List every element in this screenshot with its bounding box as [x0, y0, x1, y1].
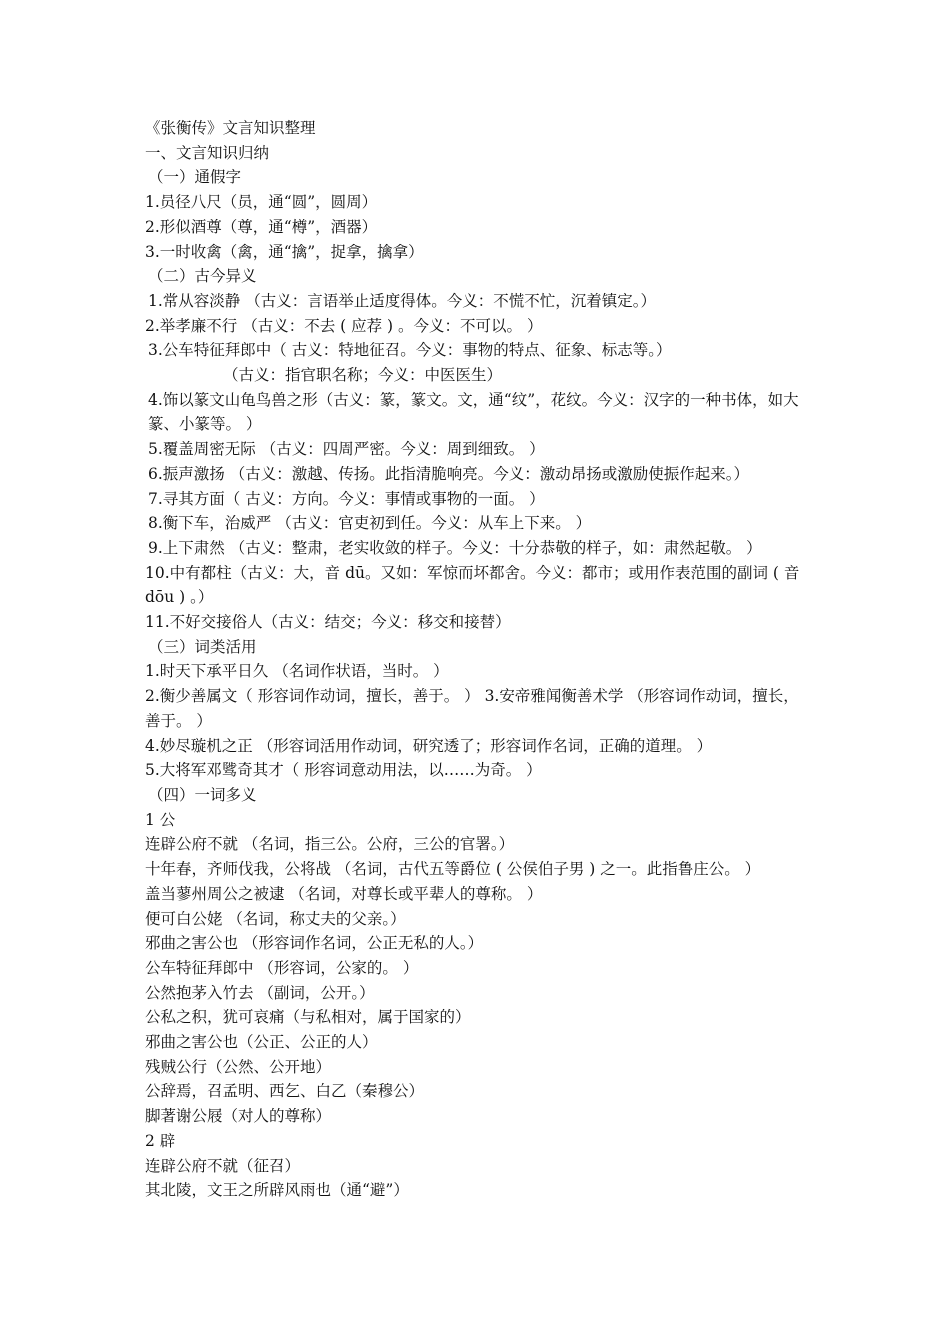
text-line: 10.中有都柱（古义：大，音 dū。又如：军惊而坏都舍。今义：都市；或用作表范围的副词 ( 音 dōu ) 。） [145, 563, 800, 607]
text-line: 十年春，齐师伐我，公将战 （名词，古代五等爵位 ( 公侯伯子男 ) 之一。此指鲁庄公。 ） [145, 860, 761, 879]
text-line: （一）通假字 [148, 168, 242, 187]
document-page [145, 116, 813, 1203]
text-line: 6.振声激扬 （古义：激越、传扬。此指清脆响亮。今义：激动昂扬或激励使振作起来。） [148, 464, 749, 483]
text-line: 一、文言知识归纳 [145, 143, 270, 162]
text-line: 邪曲之害公也 （形容词作名词，公正无私的人。） [145, 934, 484, 953]
text-line: 1.员径八尺（员，通“圆”，圆周） [145, 193, 378, 212]
text-line: 8.衡下车，治威严 （古义：官吏初到任。今义：从车上下来。 ） [148, 514, 592, 533]
text-line: 脚著谢公屐（对人的尊称） [145, 1107, 332, 1126]
text-line: （三）词类活用 [148, 637, 257, 656]
text-line: 公辞焉，召孟明、西乞、白乙（秦穆公） [145, 1082, 425, 1101]
text-line: 连辟公府不就 （名词，指三公。公府，三公的官署。） [145, 835, 515, 854]
document-title: 《张衡传》文言知识整理 [145, 119, 316, 137]
text-line: 1 公 [145, 810, 176, 829]
text-line: 其北陵，文王之所辟风雨也（通“避”） [145, 1181, 409, 1200]
text-line: 公车特征拜郎中 （形容词，公家的。 ） [145, 958, 419, 977]
text-line: （四）一词多义 [148, 785, 257, 804]
text-line: 2 辟 [145, 1131, 176, 1150]
text-line: 3.公车特征拜郎中（ 古义：特地征召。今义：事物的特点、征象、标志等。） [148, 341, 672, 360]
text-line: 2.举孝廉不行 （古义：不去 ( 应荐 ) 。今义：不可以。 ） [145, 316, 543, 335]
text-line: 2.衡少善属文（ 形容词作动词，擅长，善于。 ） 3.安帝雅闻衡善术学 （形容词作动词，擅长，善于。 ） [145, 687, 799, 730]
text-line: 11.不好交接俗人（古义：结交；今义：移交和接替） [145, 613, 511, 632]
text-line: 2.形似酒尊（尊，通“樽”，酒器） [145, 217, 378, 236]
text-line: （古义：指官职名称；今义：中医医生） [223, 366, 503, 385]
text-line: 公然抱茅入竹去 （副词，公开。） [145, 983, 375, 1002]
text-line: 3.一时收禽（禽，通“擒”，捉拿，擒拿） [145, 242, 424, 261]
text-line: 4.饰以篆文山龟鸟兽之形（古义：篆，篆文。文，通“纹”，花纹。今义：汉字的一种书体，如大篆、小篆等。 ） [148, 390, 799, 434]
text-line: （二）古今异义 [148, 267, 257, 286]
text-line: 便可白公姥 （名词，称丈夫的父亲。） [145, 909, 406, 928]
text-line: 4.妙尽璇机之正 （形容词活用作动词，研究透了；形容词作名词，正确的道理。 ） [145, 736, 713, 755]
text-line: 1.时天下承平日久 （名词作状语，当时。 ） [145, 662, 449, 681]
text-line: 公私之积，犹可哀痛（与私相对，属于国家的） [145, 1008, 471, 1027]
text-line: 盖当蓼州周公之被逮 （名词，对尊长或平辈人的尊称。 ） [145, 884, 543, 903]
document-body [145, 141, 813, 1203]
text-line: 5.覆盖周密无际 （古义：四周严密。今义：周到细致。 ） [148, 440, 545, 459]
text-line: 连辟公府不就（征召） [145, 1156, 301, 1175]
text-line: 9.上下肃然 （古义：整肃，老实收敛的样子。今义：十分恭敬的样子，如：肃然起敬。 ） [148, 538, 762, 557]
text-line: 邪曲之害公也（公正、公正的人） [145, 1033, 378, 1052]
text-line: 7.寻其方面（ 古义：方向。今义：事情或事物的一面。 ） [148, 489, 545, 508]
text-line: 5.大将军邓骘奇其才（ 形容词意动用法，以……为奇。 ） [145, 761, 542, 780]
text-line: 残贼公行（公然、公开地） [145, 1057, 332, 1076]
text-line: 1.常从容淡静 （古义：言语举止适度得体。今义：不慌不忙，沉着镇定。） [148, 291, 656, 310]
